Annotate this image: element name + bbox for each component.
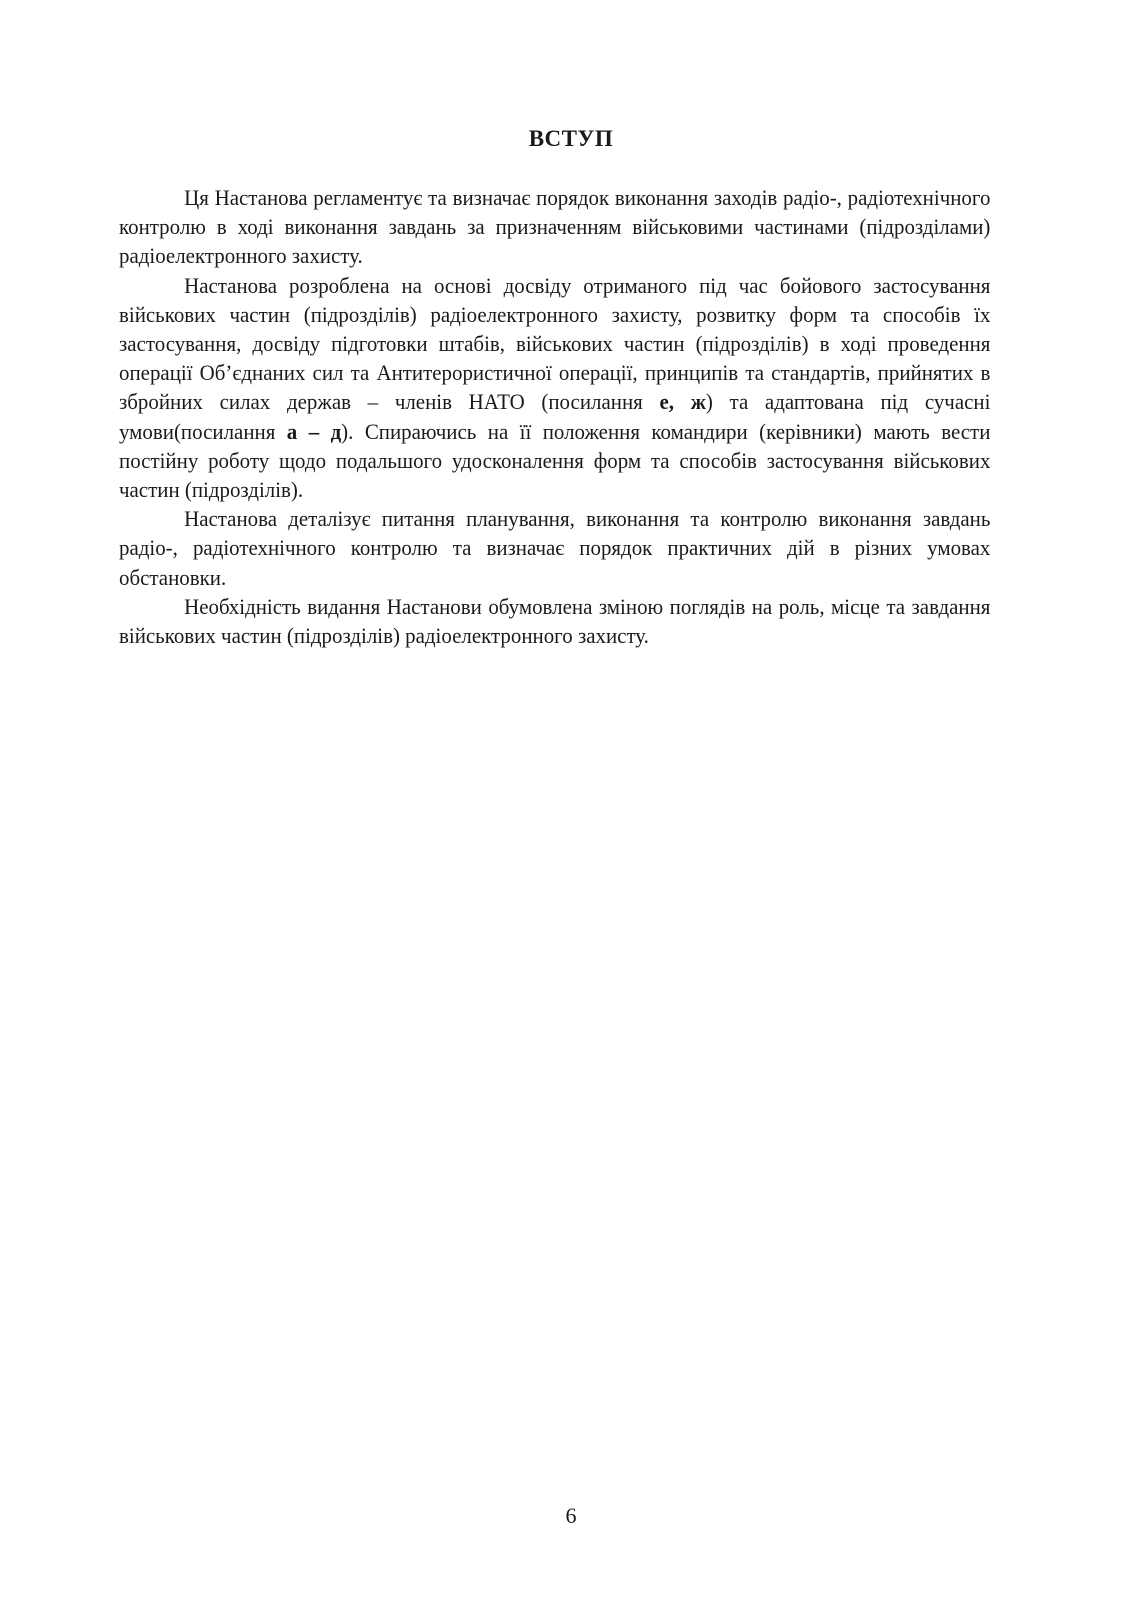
paragraph-4: Необхідність видання Настанови обумовлена зміною поглядів на роль, місце та завдання військових частин (підрозділів) радіоелектронного захисту. <box>119 593 991 649</box>
page-number: 6 <box>565 1503 577 1528</box>
reference-national: а – д <box>286 418 342 444</box>
paragraph-1: Ця Настанова регламентує та визначає порядок виконання заходів радіо-, радіотехнічного контролю в ході виконання завдань за призначенням військовими частинами (підрозділами) радіоелектронного захисту. <box>119 185 991 269</box>
paragraph-2-text-a: Настанова розроблена на основі досвіду отриманого під час бойового застосування військових частин (підрозділів) радіоелектронного захисту, розвитку форм та способів їх застосування, досвіду підготовки штабів, військових частин (підрозділів) в ході проведення операції Об’єднаних сил та Антитерористичної операції, принципів та стандартів, прийнятих в збройних силах держав – членів НАТО (посилання <box>119 272 991 415</box>
document-body <box>119 183 990 650</box>
section-heading: ВСТУП <box>528 126 614 151</box>
paragraph-2-text-b: ) та адаптована під сучасні умови(посилання <box>119 389 991 444</box>
paragraph-2-text-c: ). Спираючись на її положення командири (керівники) мають вести постійну роботу щодо подальшого удосконалення форм та способів застосування військових частин (підрозділів). <box>119 418 991 503</box>
reference-nato: е, ж <box>659 389 706 415</box>
paragraph-3: Настанова деталізує питання планування, виконання та контролю виконання завдань радіо-, радіотехнічного контролю та визначає порядок практичних дій в різних умовах обстановки. <box>119 506 991 590</box>
paragraph-2 <box>119 271 990 505</box>
